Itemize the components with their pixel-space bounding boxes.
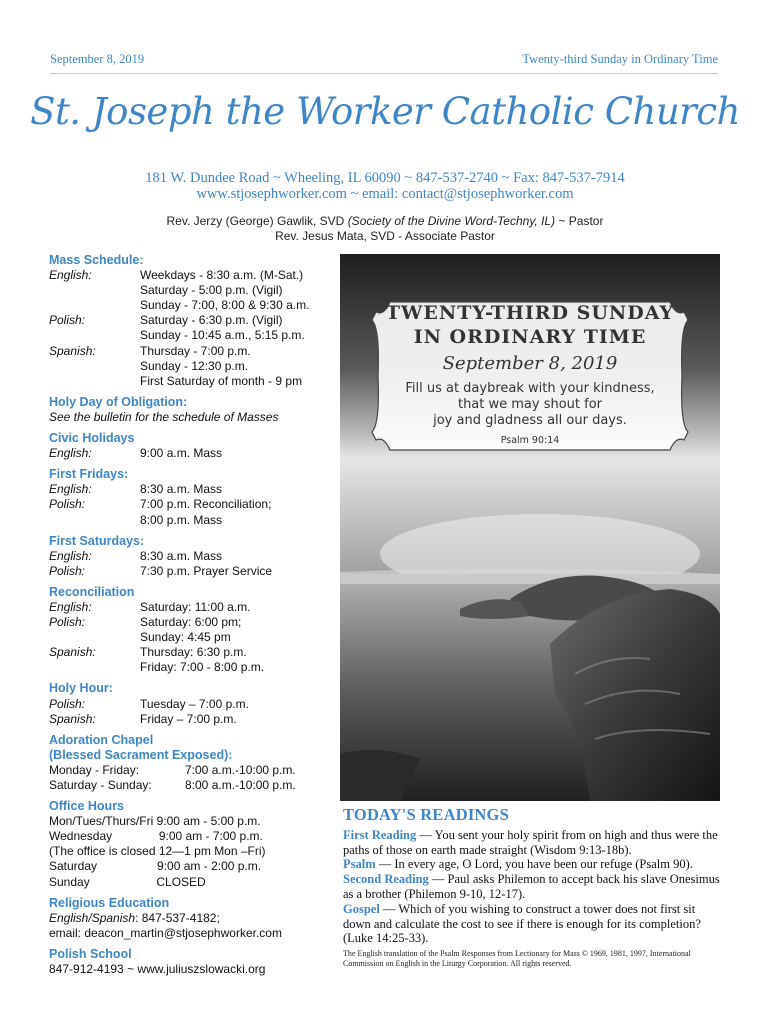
reconciliation-spanish [49,645,339,675]
schedule-line: Sunday - 10:45 a.m., 5:15 p.m. [140,328,305,343]
church-web-email: www.stjosephworker.com ~ email: contact@stjosephworker.com [196,186,574,202]
mass-spanish [49,344,339,389]
reading-label: First Reading [343,827,417,842]
schedule-line: Friday: 7:00 - 8:00 p.m. [140,660,265,675]
schedule-line: 8:30 a.m. Mass [140,548,223,563]
reconciliation-english [49,600,339,615]
first-fridays-polish [49,497,339,527]
lang-label: Polish: [49,313,86,328]
pastor-role: ~ Pastor [558,214,604,228]
church-address: 181 W. Dundee Road ~ Wheeling, IL 60090 ~ 847-537-2740 ~ Fax: 847-537-7914 [145,170,625,186]
reconciliation-polish [49,615,339,645]
associate-pastor-line: Rev. Jesus Mata, SVD - Associate Pastor [275,229,495,243]
lang-label: English: [49,482,92,497]
reading-label: Gospel [343,901,380,916]
office-hours-line: Sunday CLOSED [49,874,206,889]
lang-label: English: [49,268,92,283]
schedule-line: Saturday: 11:00 a.m. [140,599,251,614]
banner-title-line2: IN ORDINARY TIME [413,326,647,348]
church-name: St. Joseph the Worker Catholic Church [30,90,740,133]
banner-text [362,294,698,446]
holy-day-title: Holy Day of Obligation: [49,394,188,409]
schedule-line: Sunday - 7:00, 8:00 & 9:30 a.m. [140,298,310,313]
lang-label: Spanish: [49,645,96,660]
reading-text: — In every age, O Lord, you have been our refuge (Psalm 90). [375,857,693,872]
liturgical-occasion: Twenty-third Sunday in Ordinary Time [522,52,718,66]
banner-verse-line2: that we may shout for [457,397,603,412]
cover-photo [340,254,720,801]
mass-english [49,268,339,313]
schedule-line: Saturday - 5:00 p.m. (Vigil) [140,283,283,298]
lang-label: Polish: [49,696,86,711]
reading-text: — You sent your holy spirit from on high and thus were the paths of those on earth made straight (Wisdom 9:13-18b). [343,827,718,857]
civic-holidays-title: Civic Holidays [49,431,135,446]
religious-education-email: email: deacon_martin@stjosephworker.com [49,925,282,940]
banner-verse-reference: Psalm 90:14 [500,435,560,446]
readings-title: TODAY'S READINGS [343,805,509,824]
pastor-line [0,214,770,228]
polish-school-contact: 847-912-4193 ~ www.juliuszslowacki.org [49,962,266,977]
civic-english [49,446,339,461]
phone-number: : 847-537-4182; [135,910,220,925]
lang-label: English: [49,599,92,614]
polish-school-title: Polish School [49,946,132,961]
schedule-line: 8:00 a.m.-10:00 p.m. [185,778,296,792]
lang-label: English: [49,548,92,563]
lang-label: Polish: [49,615,86,630]
schedule-line: 8:30 a.m. Mass [140,482,223,497]
psalm [343,857,723,872]
second-reading [343,872,723,902]
office-hours-title: Office Hours [49,799,125,814]
banner-verse-line1: Fill us at daybreak with your kindness, [405,381,655,396]
reading-text: — Paul asks Philemon to accept back his slave Onesimus as a brother (Philemon 9-10, 12-17). [343,872,720,901]
religious-education-title: Religious Education [49,895,170,910]
first-saturdays-english [49,549,339,564]
lang-label: English: [49,446,92,461]
banner-title-line1: TWENTY-THIRD SUNDAY [385,302,675,324]
holy-hour-polish [49,697,339,712]
first-fridays-title: First Fridays: [49,467,129,482]
holy-hour-spanish [49,712,339,727]
schedule-line: 8:00 p.m. Mass [140,512,223,527]
lang-label: Polish: [49,497,86,512]
first-reading [343,828,723,858]
adoration-weekday [49,763,339,778]
mass-schedule-title: Mass Schedule: [49,253,144,267]
day-label: Monday - Friday: [49,762,140,777]
schedule-line: Sunday: 4:45 pm [140,630,231,645]
schedule-line: 7:00 a.m.-10:00 p.m. [185,762,296,777]
lang-label: Polish: [49,563,86,578]
day-label: Saturday - Sunday: [49,778,152,792]
pastor-name: Rev. Jerzy (George) Gawlik, SVD [166,214,345,228]
religious-education-phone [49,911,339,926]
office-hours-line: Mon/Tues/Thurs/Fri 9:00 am - 5:00 p.m. [49,814,261,829]
reading-text: — Which of you wishing to construct a tower does not first sit down and calculate the cost to see if there is enough for its completion? (Luke 14:25-33). [343,901,701,946]
office-hours-line: Wednesday 9:00 am - 7:00 p.m. [49,829,263,844]
banner-verse-line3: joy and gladness all our days. [433,413,627,428]
schedule-line: Thursday - 7:00 p.m. [140,343,251,358]
holy-hour-title: Holy Hour: [49,681,113,696]
schedule-line: Saturday - 6:30 p.m. (Vigil) [140,313,283,328]
gospel [343,902,723,946]
todays-readings [343,805,723,968]
copyright-footnote: The English translation of the Psalm Responses from Lectionary for Mass © 1969, 1981, 1997, International Commission on English in the Liturgy Corporation. All rights reserved. [343,949,691,968]
banner-date: September 8, 2019 [442,353,618,374]
adoration-subtitle: (Blessed Sacrament Exposed): [49,747,233,762]
bulletin-date: September 8, 2019 [50,52,145,66]
first-saturdays-title: First Saturdays: [49,533,145,548]
schedule-line: 7:00 p.m. Reconciliation; [140,497,272,512]
schedule-line: Thursday: 6:30 p.m. [140,645,247,660]
pastor-society: (Society of the Divine Word-Techny, IL) [347,214,556,228]
lang-label: Spanish: [49,711,96,726]
schedule-line: Friday – 7:00 p.m. [140,711,237,726]
lang-label: English/Spanish [49,910,136,925]
reading-label: Second Reading [343,872,429,887]
lang-label: Spanish: [49,343,96,358]
adoration-weekend [49,778,339,793]
schedule-line: Tuesday – 7:00 p.m. [140,696,249,711]
schedule-line: First Saturday of month - 9 pm [140,373,303,388]
schedule-line: Weekdays - 8:30 a.m. (M-Sat.) [140,268,304,283]
schedule-line: 7:30 p.m. Prayer Service [140,563,273,578]
holy-day-text: See the bulletin for the schedule of Masses [49,409,279,424]
schedule-line: Saturday: 6:00 pm; [140,615,242,630]
schedule-column [49,253,339,977]
schedule-line: Sunday - 12:30 p.m. [140,358,249,373]
mass-polish [49,313,339,343]
page-header [50,52,718,74]
adoration-title: Adoration Chapel [49,732,154,747]
schedule-line: 9:00 a.m. Mass [140,446,223,461]
office-hours-line: Saturday 9:00 am - 2:00 p.m. [49,859,262,874]
reading-label: Psalm [343,857,376,872]
first-saturdays-polish [49,564,339,579]
first-fridays-english [49,482,339,497]
reconciliation-title: Reconciliation [49,584,135,599]
office-hours-line: (The office is closed 12—1 pm Mon –Fri) [49,844,266,859]
